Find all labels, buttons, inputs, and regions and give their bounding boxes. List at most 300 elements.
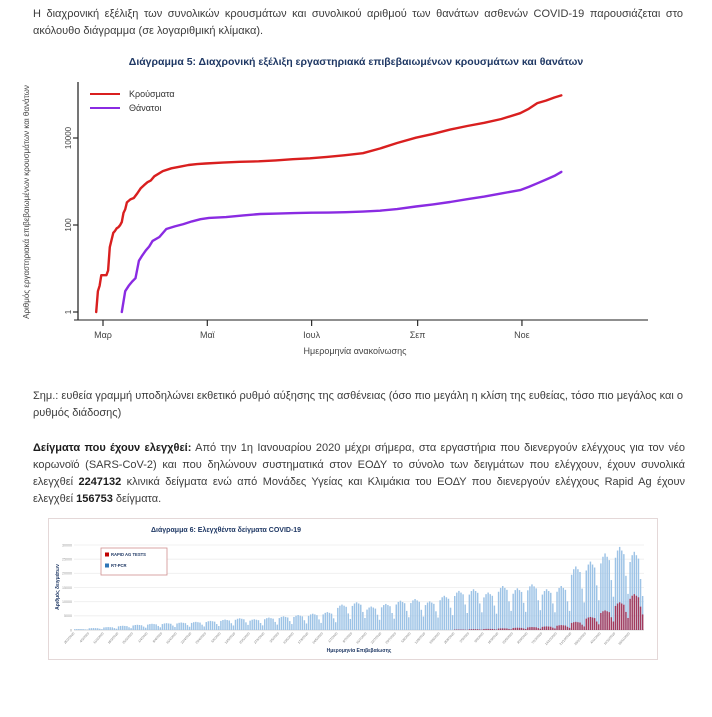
rtpcr-bar	[306, 623, 307, 630]
rapid-ag-bar	[506, 629, 507, 630]
rapid-ag-bar	[485, 629, 486, 630]
rapid-ag-bar	[594, 618, 595, 630]
rtpcr-bar	[354, 604, 355, 630]
rtpcr-bar	[249, 621, 250, 630]
rtpcr-bar	[402, 602, 403, 630]
rtpcr-bar	[160, 627, 161, 630]
legend-item-deaths	[90, 103, 175, 113]
rapid-ag-bar	[471, 629, 472, 630]
rtpcr-bar	[471, 591, 472, 630]
rapid-ag-bar	[634, 594, 635, 630]
rtpcr-bar	[529, 586, 530, 630]
rapid-ag-bar	[588, 618, 589, 630]
rtpcr-bar	[433, 604, 434, 630]
rtpcr-bar	[141, 625, 142, 630]
chart6-x-tick-label: 8/4/2020	[151, 631, 164, 644]
samples-lead: Δείγματα που έχουν ελεγχθεί:	[33, 442, 192, 454]
rtpcr-bar	[523, 603, 524, 630]
rtpcr-bar	[462, 594, 463, 630]
samples-text-1: Από την 1η Ιανουαρίου 2020 μέχρι σήμερα, στα εργαστήρια που διενεργούν ελέγχους για τον νέο κορωνοϊό (SARS-CoV-2) και που δηλώνουν συστηματικά στον ΕΟΔΥ το σύνολο των δειγμάτων που ελέγχουν, έχουν συνολικά ελεγχθεί	[33, 442, 685, 489]
rtpcr-bar	[431, 603, 432, 630]
rtpcr-bar	[494, 606, 495, 630]
rapid-ag-bar	[636, 596, 637, 630]
rtpcr-bar	[189, 627, 190, 630]
rapid-ag-legend-swatch	[105, 553, 109, 557]
rtpcr-bar	[112, 627, 113, 630]
deaths-series-line	[122, 172, 562, 312]
chart6-x-tick-label: 22/4/2020	[179, 631, 193, 645]
rtpcr-bar	[183, 623, 184, 630]
rapid-ag-bar	[556, 626, 557, 630]
chart6-x-tick-label: 28/10/2020	[573, 631, 588, 647]
rtpcr-bar	[274, 622, 275, 630]
rtpcr-bar	[581, 589, 582, 630]
samples-paragraph	[33, 440, 685, 508]
rapid-ag-bar	[563, 625, 564, 630]
rtpcr-bar	[446, 597, 447, 630]
rtpcr-bar	[396, 605, 397, 631]
rtpcr-bar	[158, 626, 159, 630]
rtpcr-bar	[245, 622, 246, 630]
rapid-ag-bar	[544, 627, 545, 630]
rapid-ag-bar	[613, 622, 614, 631]
rapid-ag-bar	[606, 611, 607, 630]
rtpcr-bar	[452, 615, 453, 630]
rtpcr-bar	[229, 620, 230, 630]
rtpcr-bar	[139, 625, 140, 630]
rapid-ag-bar	[642, 614, 643, 630]
rtpcr-bar	[289, 621, 290, 630]
rtpcr-bar	[538, 600, 539, 630]
rtpcr-bar	[147, 625, 148, 630]
chart6-x-tick-label: 22/7/2020	[369, 631, 383, 645]
chart6-y-axis-label: Αριθμός δειγμάτων	[55, 564, 61, 610]
chart6-x-tick-label: 15/4/2020	[165, 631, 178, 645]
rtpcr-bar	[80, 629, 81, 630]
rtpcr-bar	[122, 626, 123, 630]
rapid-ag-bar	[586, 619, 587, 630]
rtpcr-bar	[91, 628, 92, 630]
rtpcr-bar	[352, 606, 353, 630]
rtpcr-bar	[400, 601, 401, 630]
rtpcr-bar	[531, 584, 532, 630]
rtpcr-bar	[552, 603, 553, 630]
rapid-ag-bar	[581, 625, 582, 630]
rapid-ag-bar	[602, 611, 603, 630]
rtpcr-bar	[258, 620, 259, 630]
rapid-ag-bar	[631, 596, 632, 630]
rtpcr-bar	[573, 569, 574, 630]
chart6-x-tick-label: 3/6/2020	[268, 631, 281, 644]
chart6-x-tick-label: 24/6/2020	[311, 631, 324, 645]
rtpcr-bar	[172, 626, 173, 630]
chart6-x-tick-label: 5/8/2020	[400, 631, 412, 644]
rtpcr-bar	[571, 575, 572, 630]
rtpcr-bar	[149, 624, 150, 630]
rtpcr-bar	[381, 607, 382, 630]
rapid-ag-bar	[489, 629, 490, 630]
rtpcr-bar	[481, 612, 482, 630]
rtpcr-bar	[567, 601, 568, 630]
chart6-x-tick-label: 29/7/2020	[384, 631, 398, 645]
rtpcr-bar	[264, 619, 265, 630]
rapid-ag-bar	[546, 626, 547, 630]
rtpcr-bar	[456, 593, 457, 630]
rapid-ag-bar	[569, 628, 570, 630]
rtpcr-bar	[393, 619, 394, 630]
chart5-x-tick-label: Νοε	[514, 330, 530, 340]
rapid-ag-bar	[627, 618, 628, 630]
rtpcr-bar	[103, 627, 104, 630]
rtpcr-bar	[391, 613, 392, 630]
chart5-title: Διάγραμμα 5: Διαχρονική εξέλιξη εργαστηριακά επιβεβαιωμένων κρουσμάτων και θανάτων	[128, 56, 584, 68]
rapid-ag-bar	[590, 617, 591, 630]
rtpcr-bar	[414, 599, 415, 630]
rtpcr-bar	[389, 606, 390, 630]
rtpcr-bar	[383, 605, 384, 630]
rtpcr-bar	[281, 617, 282, 630]
rtpcr-bar	[176, 623, 177, 630]
rtpcr-bar	[525, 612, 526, 630]
rapid-ag-legend-label: RAPID AG TESTS	[111, 552, 146, 557]
cases-line-swatch	[90, 93, 120, 96]
rtpcr-bar	[337, 608, 338, 630]
rtpcr-bar	[277, 625, 278, 630]
rtpcr-bar	[540, 610, 541, 630]
samples-total-rapid: 156753	[76, 493, 113, 506]
chart6-x-tick-label: 26/8/2020	[442, 631, 456, 645]
chart5-x-tick-label: Μαϊ	[199, 330, 215, 340]
rapid-ag-bar	[575, 622, 576, 630]
rtpcr-bar	[285, 617, 286, 630]
rtpcr-bar	[577, 569, 578, 630]
rtpcr-bar	[527, 590, 528, 630]
rapid-ag-bar	[475, 629, 476, 630]
rtpcr-bar	[89, 628, 90, 630]
rapid-ag-bar	[477, 629, 478, 630]
rapid-ag-bar	[542, 627, 543, 630]
rapid-ag-bar	[508, 629, 509, 630]
chart6-x-tick-label: 7/10/2020	[530, 631, 544, 645]
rtpcr-bar	[356, 602, 357, 630]
chart6-x-tick-label: 26/2/2020	[62, 631, 76, 645]
rtpcr-bar	[95, 628, 96, 630]
rtpcr-bar	[450, 608, 451, 630]
legend-item-cases	[90, 89, 175, 99]
rapid-ag-bar	[611, 617, 612, 630]
rtpcr-bar	[425, 605, 426, 630]
rapid-ag-bar	[638, 597, 639, 630]
chart6-x-tick-label: 23/9/2020	[501, 631, 514, 645]
rtpcr-bar	[206, 622, 207, 630]
rapid-ag-bar	[523, 629, 524, 630]
rapid-ag-bar	[623, 605, 624, 630]
rtpcr-bar	[135, 625, 136, 630]
rapid-ag-bar	[527, 627, 528, 630]
rtpcr-bar	[521, 592, 522, 630]
rtpcr-bar	[583, 602, 584, 630]
rtpcr-bar	[362, 612, 363, 630]
rapid-ag-bar	[552, 628, 553, 630]
rtpcr-bar	[435, 611, 436, 630]
rtpcr-bar	[268, 618, 269, 630]
rtpcr-bar	[82, 629, 83, 630]
chart6-x-axis-label: Ημερομηνία Επιβεβαίωσης	[326, 648, 392, 654]
rapid-ag-bar	[571, 623, 572, 630]
chart5-x-tick-label: Μαρ	[94, 330, 112, 340]
rapid-ag-bar	[531, 627, 532, 630]
rtpcr-bar	[293, 617, 294, 630]
rapid-ag-bar	[567, 627, 568, 630]
rtpcr-bar	[448, 599, 449, 630]
rtpcr-bar	[314, 614, 315, 630]
rtpcr-bar	[437, 618, 438, 630]
rtpcr-bar	[548, 591, 549, 630]
rtpcr-bar	[170, 624, 171, 630]
rtpcr-bar	[74, 629, 75, 630]
rapid-ag-bar	[473, 629, 474, 630]
rtpcr-bar	[145, 628, 146, 630]
rtpcr-bar	[220, 621, 221, 630]
rtpcr-bar	[406, 611, 407, 630]
chart6-title: Διάγραμμα 6: Ελεγχθέντα δείγματα COVID-19	[151, 527, 302, 534]
rapid-ag-bar	[498, 629, 499, 630]
chart6-x-tick-label: 13/5/2020	[223, 631, 237, 645]
rtpcr-bar	[350, 619, 351, 630]
rtpcr-bar	[464, 605, 465, 631]
rtpcr-bar	[469, 595, 470, 630]
chart6-x-tick-label: 6/5/2020	[210, 631, 222, 644]
samples-text-2: κλινικά δείγματα ενώ από Μονάδες Υγείας και Κλιμάκια του ΕΟΔΥ που διενεργούν ελέγχους Rapid Ag έχουν ελεγχθεί	[33, 476, 685, 506]
chart6-x-tick-label: 17/6/2020	[296, 631, 310, 645]
rtpcr-bar	[458, 591, 459, 630]
rtpcr-bar	[283, 616, 284, 630]
rtpcr-bar	[341, 605, 342, 630]
rapid-ag-bar	[573, 622, 574, 630]
chart6-x-tick-label: 10/6/2020	[282, 631, 295, 645]
rtpcr-bar	[348, 613, 349, 630]
rtpcr-bar	[419, 602, 420, 630]
rtpcr-bar	[556, 592, 557, 630]
rtpcr-bar	[210, 621, 211, 630]
rtpcr-bar	[174, 627, 175, 630]
chart6-y-tick-label: 20000	[62, 571, 72, 576]
rtpcr-bar	[398, 602, 399, 630]
rtpcr-bar	[387, 605, 388, 630]
chart6-x-tick-label: 11/3/2020	[92, 631, 105, 645]
rapid-ag-bar	[521, 628, 522, 630]
rtpcr-bar	[546, 589, 547, 630]
rtpcr-bar	[506, 590, 507, 630]
chart6-x-tick-label: 29/4/2020	[194, 631, 208, 645]
rtpcr-bar	[498, 592, 499, 630]
samples-text-3: δείγματα.	[112, 493, 162, 506]
rtpcr-bar	[454, 596, 455, 630]
rtpcr-bar	[475, 591, 476, 630]
rtpcr-bar	[137, 625, 138, 630]
rtpcr-bar	[266, 618, 267, 630]
rtpcr-bar	[191, 623, 192, 630]
chart6-x-tick-label: 4/3/2020	[78, 631, 91, 644]
rtpcr-bar	[118, 626, 119, 630]
rtpcr-bar	[195, 622, 196, 630]
chart5-y-tick-label: 100	[64, 218, 74, 232]
chart6-x-tick-label: 16/9/2020	[486, 631, 500, 645]
chart6-x-tick-label: 11/11/2020	[602, 631, 617, 646]
rapid-ag-bar	[519, 628, 520, 630]
rtpcr-bar	[302, 616, 303, 630]
rtpcr-bar	[199, 623, 200, 630]
rtpcr-bar	[558, 588, 559, 630]
rapid-ag-bar	[617, 604, 618, 630]
rapid-ag-bar	[548, 627, 549, 630]
rtpcr-bar	[329, 613, 330, 630]
rtpcr-bar	[197, 622, 198, 630]
rtpcr-bar	[500, 588, 501, 630]
chart6-x-tick-label: 8/7/2020	[341, 631, 354, 644]
rapid-ag-bar	[592, 618, 593, 630]
tested-samples-chart-block	[48, 518, 658, 660]
rtpcr-bar	[84, 629, 85, 630]
rtpcr-bar	[364, 618, 365, 630]
rtpcr-bar	[295, 616, 296, 630]
rtpcr-bar	[410, 603, 411, 630]
chart5-y-tick-label: 10000	[64, 126, 74, 150]
rtpcr-bar	[510, 611, 511, 630]
rtpcr-bar	[168, 623, 169, 630]
rapid-ag-bar	[535, 627, 536, 630]
chart6-x-tick-label: 18/11/2020	[617, 631, 631, 646]
rtpcr-bar	[460, 593, 461, 630]
chart6-x-tick-label: 19/8/2020	[428, 631, 441, 645]
rtpcr-bar	[429, 601, 430, 630]
rapid-ag-bar	[604, 610, 605, 630]
rtpcr-bar	[279, 618, 280, 630]
rtpcr-bar	[299, 616, 300, 630]
chart6-x-tick-label: 12/8/2020	[413, 631, 427, 645]
rtpcr-bar	[256, 620, 257, 630]
rtpcr-bar	[105, 627, 106, 630]
rtpcr-bar	[101, 629, 102, 630]
rtpcr-bar	[226, 620, 227, 630]
rtpcr-bar	[569, 611, 570, 630]
rapid-ag-bar	[492, 629, 493, 630]
rtpcr-bar	[416, 600, 417, 630]
rapid-ag-bar	[560, 625, 561, 630]
rtpcr-bar	[166, 623, 167, 630]
rtpcr-bar	[439, 600, 440, 630]
chart6-x-tick-label: 15/7/2020	[355, 631, 368, 645]
chart5-legend	[90, 89, 175, 117]
rtpcr-bar	[312, 614, 313, 630]
rapid-ag-bar	[469, 629, 470, 630]
rtpcr-bar	[270, 618, 271, 630]
rtpcr-bar	[243, 619, 244, 630]
rtpcr-bar	[335, 622, 336, 630]
rtpcr-bar	[237, 619, 238, 630]
rtpcr-bar	[262, 625, 263, 630]
chart6-y-tick-label: 10000	[62, 599, 72, 604]
chart6-y-tick-label: 30000	[62, 543, 72, 548]
rtpcr-bar	[544, 591, 545, 630]
rtpcr-bar	[224, 620, 225, 630]
rapid-ag-bar	[512, 628, 513, 630]
rtpcr-bar	[479, 603, 480, 630]
rapid-ag-bar	[579, 623, 580, 630]
rtpcr-bar	[473, 589, 474, 630]
cases-series-line	[96, 95, 561, 312]
rtpcr-bar	[203, 626, 204, 630]
rtpcr-legend-swatch	[105, 564, 109, 568]
rtpcr-bar	[155, 624, 156, 630]
chart6-x-tick-label: 9/9/2020	[473, 631, 485, 644]
chart6-x-tick-label: 20/5/2020	[238, 631, 251, 645]
rapid-ag-bar	[558, 625, 559, 630]
chart5-y-tick-label: 1	[64, 309, 74, 315]
rapid-ag-bar	[504, 628, 505, 630]
chart6-x-tick-label: 25/3/2020	[121, 631, 134, 645]
rtpcr-bar	[322, 614, 323, 630]
rtpcr-bar	[320, 623, 321, 630]
rtpcr-bar	[99, 629, 100, 630]
rtpcr-bar	[212, 621, 213, 630]
cases-deaths-chart-block	[0, 56, 712, 366]
rtpcr-bar	[164, 623, 165, 630]
rapid-ag-bar	[554, 628, 555, 630]
rapid-ag-bar	[483, 629, 484, 630]
rtpcr-bar	[441, 597, 442, 630]
rapid-ag-bar	[529, 627, 530, 630]
rtpcr-bar	[535, 588, 536, 630]
rtpcr-bar	[93, 628, 94, 630]
chart6-x-tick-label: 30/9/2020	[516, 631, 529, 645]
rapid-ag-bar	[525, 629, 526, 630]
rtpcr-bar	[235, 620, 236, 630]
rtpcr-bar	[487, 593, 488, 630]
chart6-x-tick-label: 1/7/2020	[327, 631, 339, 644]
rtpcr-bar	[254, 619, 255, 630]
rapid-ag-bar	[619, 602, 620, 630]
rtpcr-bar	[193, 622, 194, 630]
rtpcr-bar	[533, 586, 534, 630]
chart5-y-axis-label: Αριθμός εργαστηριακά επιβεβαιωμένων κρουσμάτων και θανάτων	[22, 85, 31, 319]
legend-label-deaths: Θάνατοι	[129, 103, 162, 113]
rtpcr-bar	[222, 620, 223, 630]
rtpcr-bar	[331, 614, 332, 630]
rtpcr-bar	[291, 624, 292, 630]
rtpcr-bar	[412, 600, 413, 630]
rtpcr-bar	[180, 623, 181, 630]
rtpcr-bar	[128, 627, 129, 630]
rtpcr-bar	[444, 596, 445, 630]
chart6-x-tick-label: 1/4/2020	[137, 631, 149, 644]
rtpcr-bar	[325, 613, 326, 630]
rtpcr-bar	[477, 593, 478, 630]
rtpcr-bar	[208, 621, 209, 630]
rtpcr-bar	[508, 601, 509, 630]
chart5-x-axis-label: Ημερομηνία ανακοίνωσης	[303, 346, 407, 356]
rtpcr-bar	[423, 617, 424, 630]
rtpcr-bar	[214, 622, 215, 630]
rtpcr-bar	[201, 625, 202, 630]
rtpcr-bar	[153, 624, 154, 630]
rtpcr-bar	[297, 615, 298, 630]
rtpcr-bar	[496, 614, 497, 630]
rtpcr-bar	[379, 620, 380, 630]
rtpcr-bar	[216, 624, 217, 630]
rapid-ag-bar	[500, 628, 501, 630]
rtpcr-bar	[116, 629, 117, 630]
